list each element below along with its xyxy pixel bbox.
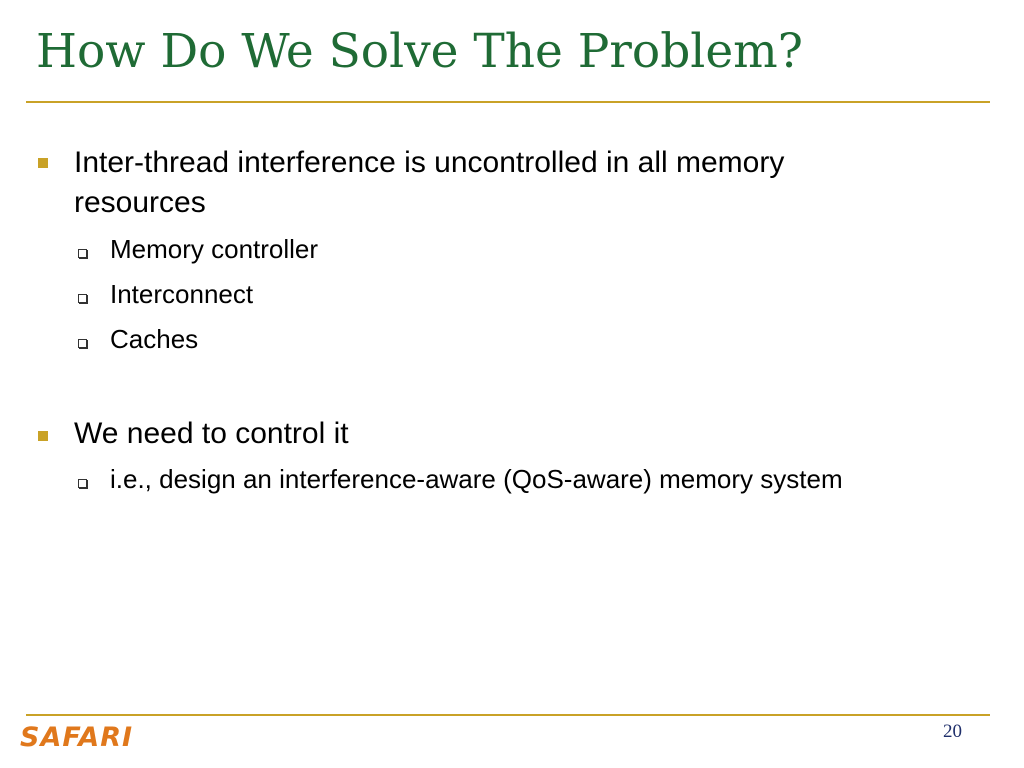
sub-item-memory-controller: Memory controller [110, 234, 319, 264]
safari-logo: SAFARI [20, 722, 134, 753]
footer-divider [26, 714, 990, 716]
bullet-square-icon [38, 431, 48, 441]
page-number: 20 [943, 721, 962, 742]
bullet-2-text: We need to control it [74, 417, 349, 450]
slide-title: How Do We Solve The Problem? [36, 24, 803, 79]
title-divider [26, 101, 990, 103]
bullet-square-icon [38, 158, 48, 168]
sub-bullet-checkbox-icon [78, 479, 87, 488]
sub-item-design-qos-aware: i.e., design an interference-aware (QoS-aware) memory system [110, 464, 843, 494]
sub-bullet-checkbox-icon [78, 294, 87, 303]
bullet-1-text-line1: Inter-thread interference is uncontrolled in all memory [74, 146, 785, 179]
sub-item-caches: Caches [110, 324, 199, 354]
sub-bullet-checkbox-icon [78, 249, 87, 258]
bullet-1-text-line2: resources [74, 186, 206, 219]
sub-bullet-checkbox-icon [78, 339, 87, 348]
sub-item-interconnect: Interconnect [110, 279, 254, 309]
